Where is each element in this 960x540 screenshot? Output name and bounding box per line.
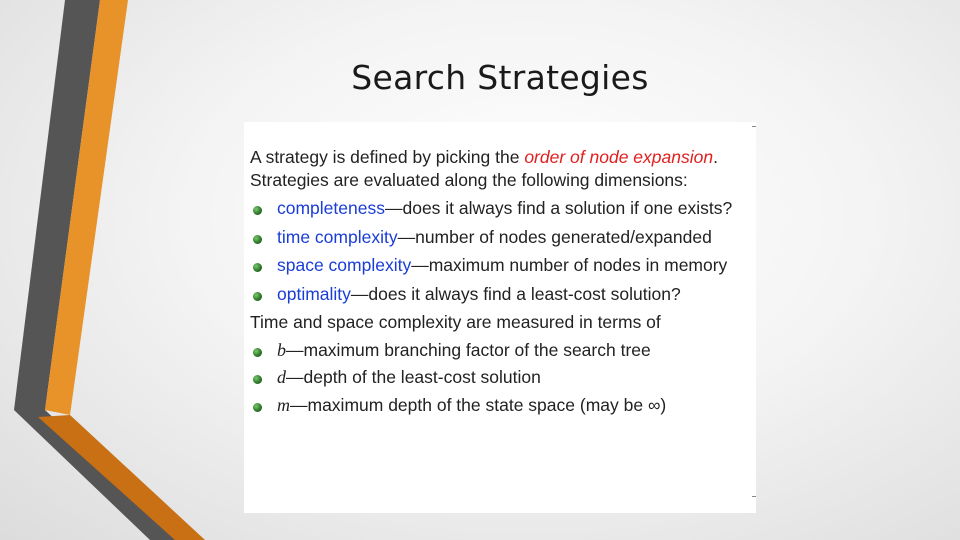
term-label: space complexity [277, 255, 412, 275]
dimension-list [250, 197, 756, 305]
slide-title: Search Strategies [351, 58, 649, 97]
order-highlight: order of node expansion [524, 147, 714, 167]
term-label: time complexity [277, 226, 398, 247]
symbol-label: d [277, 367, 286, 387]
symbol-label: m [277, 394, 290, 415]
intro-text-cont: . Strategies are evaluated along the following dimensions: [250, 147, 718, 190]
list-item [250, 197, 756, 220]
list-item [250, 339, 756, 362]
term-description: —maximum depth of the state space (may be ∞) [290, 394, 667, 415]
list-item [250, 394, 756, 417]
term-label: optimality [277, 283, 351, 304]
bullet-icon [253, 235, 262, 244]
term-description: —maximum number of nodes in memory [411, 255, 728, 275]
bullet-icon [253, 375, 262, 384]
decor-orange-diagonal [38, 415, 205, 540]
term-label: completeness [277, 198, 385, 218]
intro-paragraph [250, 146, 756, 191]
terms-list [250, 339, 756, 417]
bullet-icon [253, 206, 262, 215]
term-description: —does it always find a least-cost solution? [350, 283, 681, 304]
measured-paragraph: Time and space complexity are measured in terms of [250, 312, 661, 332]
term-description: —maximum branching factor of the search tree [286, 339, 651, 360]
bullet-icon [253, 292, 262, 301]
intro-text: A strategy is defined by picking the [250, 147, 525, 167]
bullet-icon [253, 263, 262, 272]
list-item [250, 254, 756, 277]
content-image [244, 122, 756, 513]
list-item [250, 366, 756, 389]
term-description: —number of nodes generated/expanded [397, 226, 712, 247]
list-item [250, 283, 756, 306]
list-item [250, 226, 756, 249]
term-description: —does it always find a solution if one exists? [384, 198, 733, 218]
bullet-icon [253, 348, 262, 357]
term-description: —depth of the least-cost solution [286, 367, 541, 387]
edge-mark [752, 496, 756, 497]
symbol-label: b [277, 339, 286, 360]
bullet-icon [253, 403, 262, 412]
edge-mark [752, 126, 756, 127]
